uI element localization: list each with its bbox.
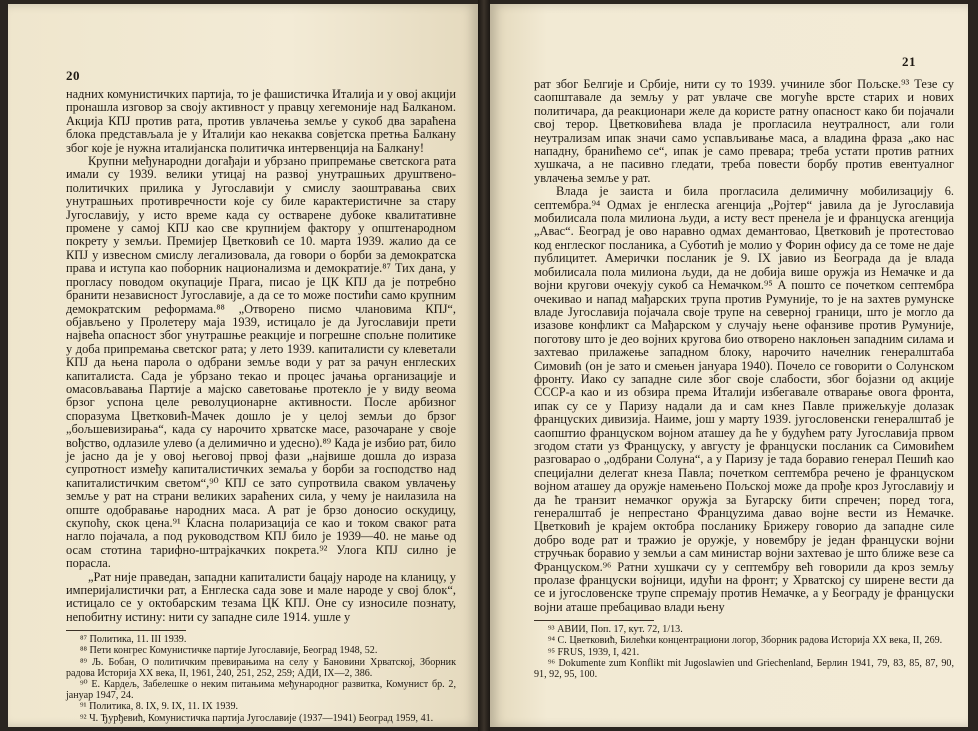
body-text (534, 78, 954, 614)
footnote: ⁸⁹ Љ. Бобан, О политичким превирањима на селу у Бановини Хрватској, Зборник радова Историја XX века, II, 1961, 240, 251, 252, 259; АДИ, IX—2, 386. (66, 656, 456, 679)
footnote-divider (66, 630, 186, 631)
paragraph: Крупни међународни догађаји и убрзано припремање светскога рата имали су 1939. велики утицај на развој унутрашњих друштвено-политичких прилика у Југославији у смислу заоштравања свих унутрашњих противречности које су биле карактеристичне за стару Југославију, у исто време када су остварене дубоке квалитативне промене у самој КПЈ као све крупнијем фактору у општенародном покрету у земљи. Премијер Цветковић се 10. марта 1939. жалио да се КПЈ у извесном смислу легализовала, да говори о борби за демократска права и иступа као поборник национализма и демократије.⁸⁷ Тих дана, у прогласу поводом окупације Прага, писао је ЦК КПЈ да је потребно бранити независност Југославије, а да се то може постићи само крупним демократским реформама.⁸⁸ „Отворено писмо члановима КПЈ“, објављено у Пролетеру маја 1939, истицало је да Југославији прети највећа опасност због унутрашње реакције и погрешне спољне политике у доба припремања светског рата; у лето 1939. капиталисти су клеветали КПЈ да њена парола о одбрани земље води у рат за рачун енглеских капиталиста. Сада је убрзано текао и процес јачања организације и омасовљавања Партије а мајско саветовање протекло је у виду веома брзог успона целе револуционарне активности. После арбизног споразума Цветковић-Мачек дошло је у целој земљи до брзог „бољшевизирања“, када су нарочито хрватске масе, разочаране у своје вођство, одлазиле улево (а делимично и удесно).⁸⁹ Када је избио рат, било је јасно да је у овој његовој првој фази „највише дошла до израза супротност између капиталистичких земаља у борби за господство над капиталистичким светом“,⁹⁰ КПЈ се зато супротвила сваком увлачењу земље у рат на страни великих зараћених сила, у чему је наилазила на опште одобравање народних маса. А рат је брзо доносио оскудицу, скупоћу, скок цена.⁹¹ Класна поларизација се као и током сваког рата нагло појачала, а под руководством КПЈ било је 1939—40. не мање од осам стотина тарифно-штрајкачких покрета.⁹² Улога КПЈ силно је порасла. (66, 154, 456, 571)
footnote: ⁹¹ Политика, 8. IX, 9. IX, 11. IX 1939. (80, 701, 239, 713)
right-page (490, 4, 968, 727)
page-number: 20 (66, 68, 80, 83)
footnote: ⁸⁸ Пети конгрес Комунистичке партије Југославије, Београд 1948, 52. (80, 645, 378, 657)
footnotes (66, 634, 456, 724)
paragraph: рат због Белгије и Србије, нити су то 1939. учиниле због Пољске.⁹³ Тезе су саопштавале да земљу у рат увлаче све могуће врсте старих и нових политичара, да реакционари желе да користе ратну опасност како би појачали свој терор. Цветковићева влада је прогласила неутралност, али голи неутрализам ипак значи само успављивање маса, а владина фраза „ако нас нападну, бранићемо се“, ипак је само превара; треба устати против ратних хушкача, а не пасивно гледати, треба повести борбу против евентуалног увлачења земље у рат. (534, 77, 954, 185)
footnote: ⁹² Ч. Ђурђевић, Комунистичка партија Југославије (1937—1941) Београд 1959, 41. (80, 712, 434, 724)
body-text (66, 88, 456, 624)
footnote: ⁹⁰ Е. Кардељ, Забелешке о неким питањима међународног развитка, Комунист бр. 2, јануар 1947, 24. (66, 679, 456, 702)
book-gutter (478, 0, 490, 731)
footnote-divider (534, 620, 654, 621)
footnote: ⁹⁶ Dokumente zum Konflikt mit Jugoslawien und Griechenland, Берлин 1941, 79, 83, 85, 87, 90, 91, 92, 95, 100. (534, 657, 954, 681)
footnote: ⁹⁵ FRUS, 1939, I, 421. (548, 646, 640, 658)
left-page (8, 4, 478, 727)
paragraph: „Рат није праведан, западни капиталисти бацају народе на кланицу, у империјалистички рат, а Енглеска сада зове и мале народе у свој блок“, истицало се у октобарским тезама ЦК КПЈ. Оне су износиле познату, непобитну истину: нити су западне силе 1914. ушле у (66, 569, 456, 624)
footnote: ⁹⁴ С. Цветковић, Билећки концентрациони логор, Зборник радова Историја XX века, II, 269. (548, 635, 943, 647)
footnote: ⁹³ АВИИ, Поп. 17, кут. 72, 1/13. (548, 624, 683, 636)
footnotes (534, 624, 954, 680)
page-number: 21 (902, 54, 916, 69)
paragraph: надних комунистичких партија, то је фашистичка Италија и у овој акцији пронашла изговор за своју активност у правцу хегемоније над Балканом. Акција КПЈ против рата, против увлачења земље у сукоб два зараћена блока представљала је у Италији као некаква совјетска претња Балкану због које је нужна италијанска политичка интервенција на Балкану! (66, 87, 456, 155)
footnote: ⁸⁷ Политика, 11. III 1939. (80, 634, 187, 646)
paragraph: Влада је заиста и била прогласила делимичну мобилизацију 6. септембра.⁹⁴ Одмах је енглеска агенција „Ројтер“ јавила да је Југославија мобилисала пола милиона људи, а исту вест пренела је и француска агенција „Авас“. Београд је ово наравно одмах демантовао, Цветковић је протестовао код енглеског посланика, а Суботић је молио у Форин офису да се томе не даје публицитет. Амерички посланик је 9. IX јавио из Београда да је влада мобилисала пола милиона људи, да не добија више оружја из Немачке и да војни кругови очекују сукоб са Немачком.⁹⁵ А пошто се почетком септембра очекивао и напад мађарских трупа против Румуније, то је на захтев румунске владе Југославија појачала своје трупе на северној граници, што је могло да изазове конфликт са Мађарском у случају њене офанзиве против Румуније, поготову што је део војних кругова био отворено наклоњен западним силама и захтевао прилажење западном блоку, нарочито начелник генералштаба Симовић (он је зато и смењен јануара 1940). Почело се говорити о Солунском фронту. Иако су западне силе због своје слабости, због бојазни од акције СССР-а као и из обзира према Италији избегавале отварање овога фронта, ипак су се у Паризу надали да и сам кнез Павле прижељкује долазак француских дивизија. Наиме, још у марту 1939. југословенски генералштаб је саопштио француском војном аташеу да ће у будућем рату Југославија првом згодом стати уз Француску, у августу је француски посланик са Симовићем разговарао о „одбрани Солуна“, а у Паризу је тада боравио генерал Пешић као специјални делегат кнеза Павла; почетком септембра речено је француском војном аташеу да оружје намењено Пољској може да прође кроз Југославију и да ће транзит немачког оружја за Бугарску бити спречен; поред тога, генералштаб је непрестано Француzима давао војне вести из Немачке. Цветковић је крајем октобра посланику Брижеру говорио да западне силе добро воде рат и тражио је оружје, у новембру је један француски војни стручњак боравио у земљи а сам министар војни захтевао је што ближе везе са Француском.⁹⁶ Ратни хушкачи су у септембру већ говорили да кроз земљу пролазе француски војници, идући на фронт; у Хрватској су ширене вести да се и југословенске трупе спремају против Немачке, а у Београду је француски војни аташе пребацивао влади њену (534, 184, 954, 614)
